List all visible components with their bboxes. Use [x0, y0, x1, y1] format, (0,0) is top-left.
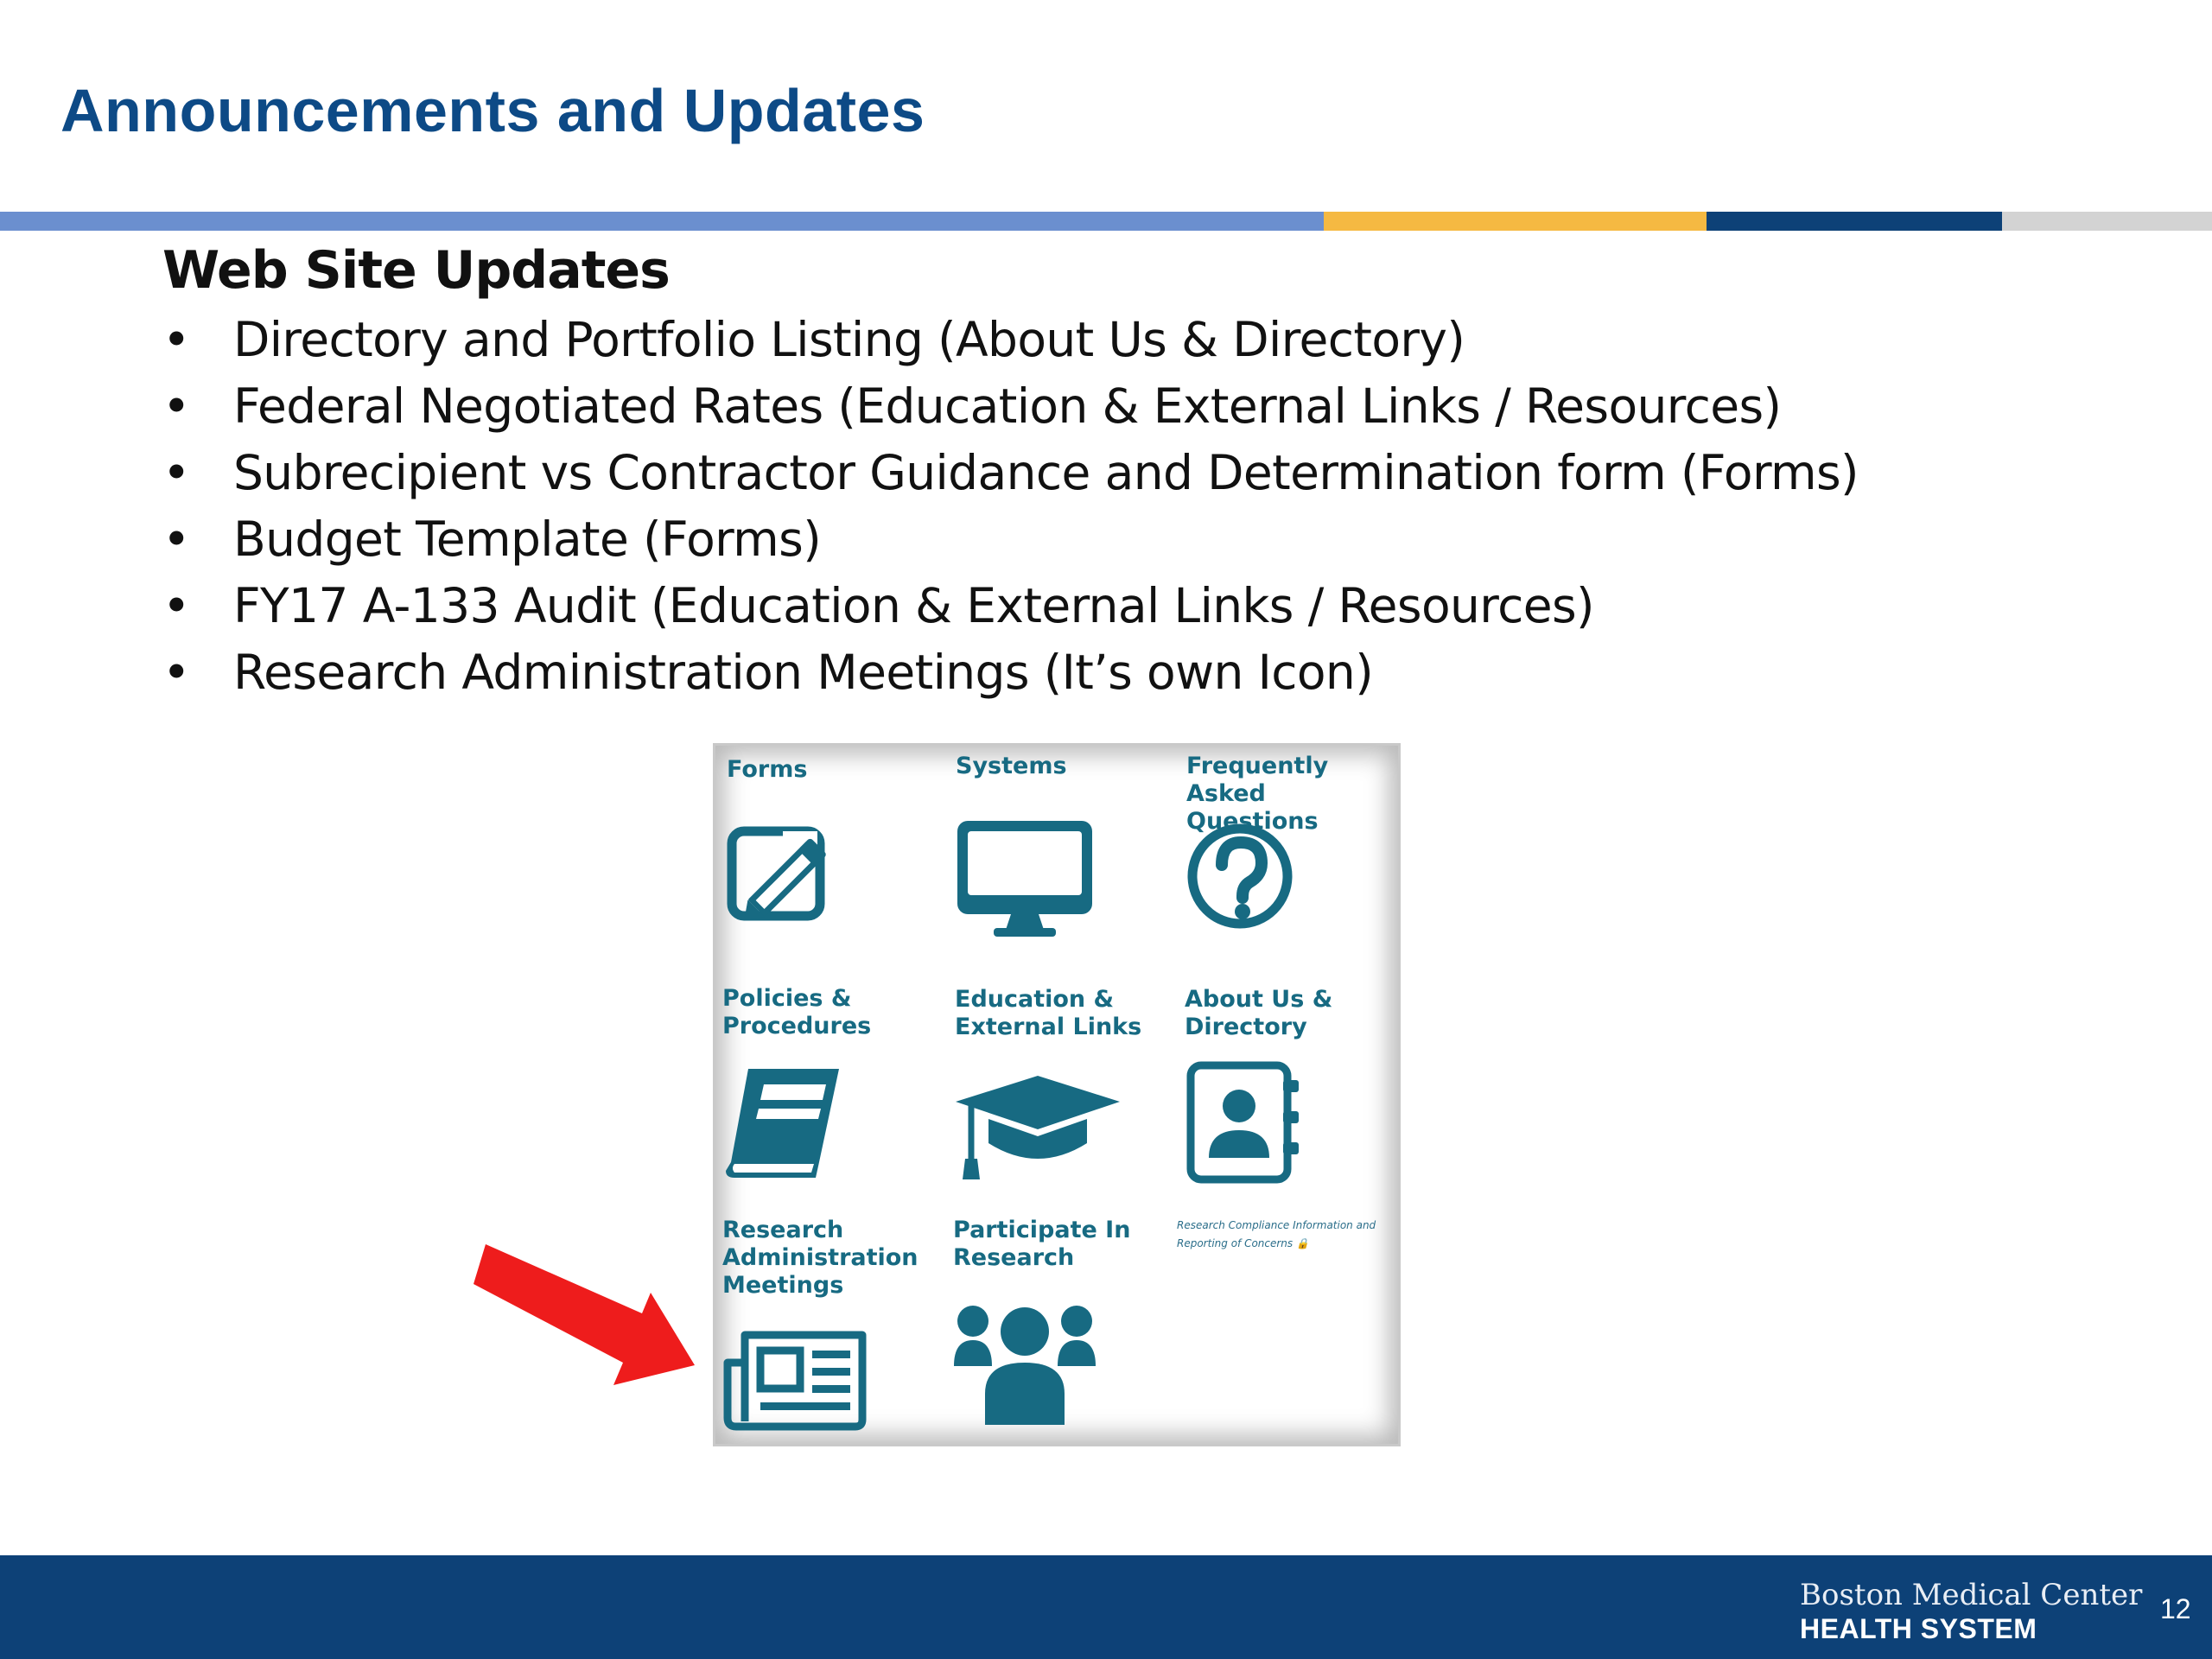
slide-title: Announcements and Updates	[60, 77, 925, 144]
question-icon[interactable]	[1185, 822, 1298, 934]
red-arrow-icon	[474, 1244, 698, 1387]
monitor-icon[interactable]	[956, 819, 1094, 940]
tile-label-education[interactable]: Education & External Links	[955, 986, 1142, 1040]
brand-subtitle: HEALTH SYSTEM	[1800, 1613, 2037, 1644]
graduation-cap-icon[interactable]	[954, 1072, 1122, 1189]
bullet-dot: •	[162, 578, 190, 633]
bullet-dot: •	[162, 312, 190, 367]
website-icon-panel	[713, 743, 1401, 1446]
tile-label-research-admin-meetings[interactable]: Research Administration Meetings	[722, 1217, 918, 1299]
tile-label-faq[interactable]: Frequently Asked Questions	[1186, 753, 1329, 835]
header-band-gold	[1324, 212, 1707, 231]
section-heading: Web Site Updates	[162, 240, 670, 301]
header-band-navy	[1707, 212, 2002, 231]
contact-book-icon[interactable]	[1186, 1061, 1312, 1186]
tile-label-policies[interactable]: Policies & Procedures	[722, 985, 872, 1039]
book-icon[interactable]	[722, 1065, 848, 1182]
brand-name: Boston Medical Center	[1800, 1578, 2143, 1612]
header-band-gray	[2002, 212, 2212, 231]
tile-label-about-us[interactable]: About Us & Directory	[1185, 986, 1333, 1040]
edit-icon[interactable]	[726, 819, 855, 927]
tile-label-forms[interactable]: Forms	[727, 756, 808, 783]
bullet-dot: •	[162, 512, 190, 567]
people-icon[interactable]	[954, 1297, 1096, 1427]
bullet-dot: •	[162, 378, 190, 434]
bullet-dot: •	[162, 445, 190, 500]
bullet-dot: •	[162, 645, 190, 700]
newspaper-icon[interactable]	[722, 1330, 868, 1432]
page-number: 12	[2160, 1593, 2191, 1624]
header-band-blue	[0, 212, 1324, 231]
tile-label-systems[interactable]: Systems	[956, 753, 1067, 779]
tile-label-participate[interactable]: Participate In Research	[953, 1217, 1131, 1271]
tile-label-compliance[interactable]: Research Compliance Information and Reporting of Concerns 🔒	[1177, 1219, 1376, 1249]
